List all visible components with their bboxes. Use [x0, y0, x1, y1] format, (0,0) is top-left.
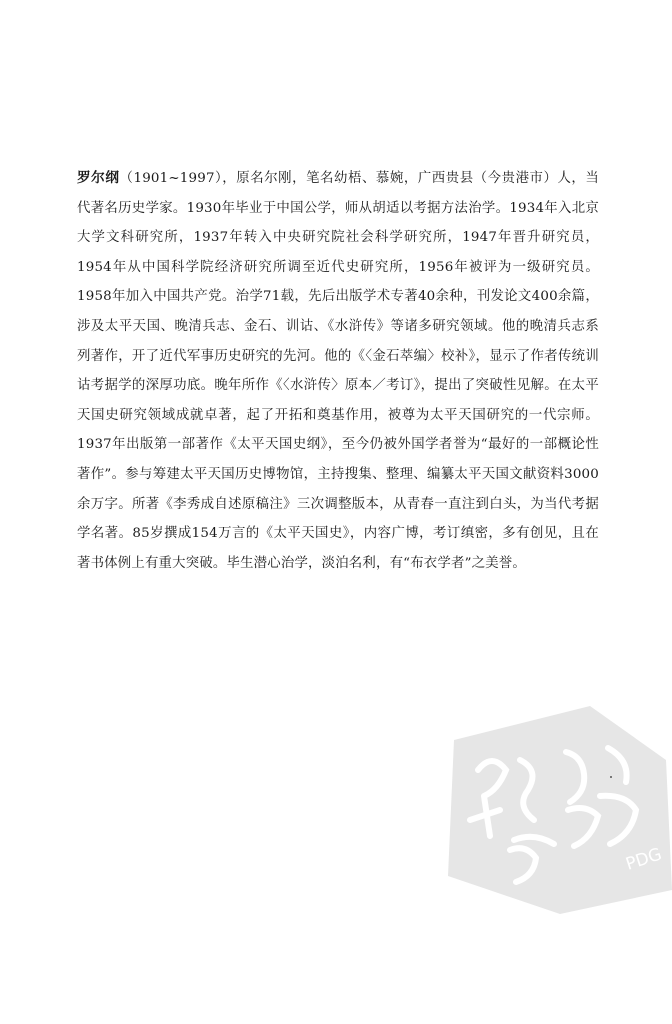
pdg-watermark-seal	[440, 700, 672, 924]
scan-speck	[610, 776, 612, 778]
biography-paragraph	[77, 164, 599, 578]
person-name: 罗尔纲	[77, 170, 120, 186]
pdg-watermark-label: PDG	[623, 844, 665, 875]
biography-text: （1901~1997），原名尔刚，笔名幼梧、慕婉，广西贵县（今贵港市）人，当代著名历史学家。1930年毕业于中国公学，师从胡适以考据方法治学。1934年入北京大学文科研究所，1937年转入中央研究院社会科学研究所，1947年晋升研究员，1954年从中国科学院经济研究所调至近代史研究所，1956年被评为一级研究员。1958年加入中国共产党。治学71载，先后出版学术专著40余种，刊发论文400余篇，涉及太平天国、晚清兵志、金石、训诂、《水浒传》等诸多研究领域。他的晚清兵志系列著作，开了近代军事历史研究的先河。他的《〈金石萃编〉校补》，显示了作者传统训诂考据学的深厚功底。晚年所作《〈水浒传〉原本／考订》，提出了突破性见解。在太平天国史研究领域成就卓著，起了开拓和奠基作用，被尊为太平天国研究的一代宗师。1937年出版第一部著作《太平天国史纲》，至今仍被外国学者誉为“最好的一部概论性著作”。参与筹建太平天国历史博物馆，主持搜集、整理、编纂太平天国文献资料3000余万字。所著《李秀成自述原稿注》三次调整版本，从青春一直注到白头，为当代考据学名著。85岁撰成154万言的《太平天国史》，内容广博，考订缜密，多有创见，且在著书体例上有重大突破。毕生潜心治学，淡泊名利，有“布衣学者”之美誉。	[77, 171, 599, 571]
